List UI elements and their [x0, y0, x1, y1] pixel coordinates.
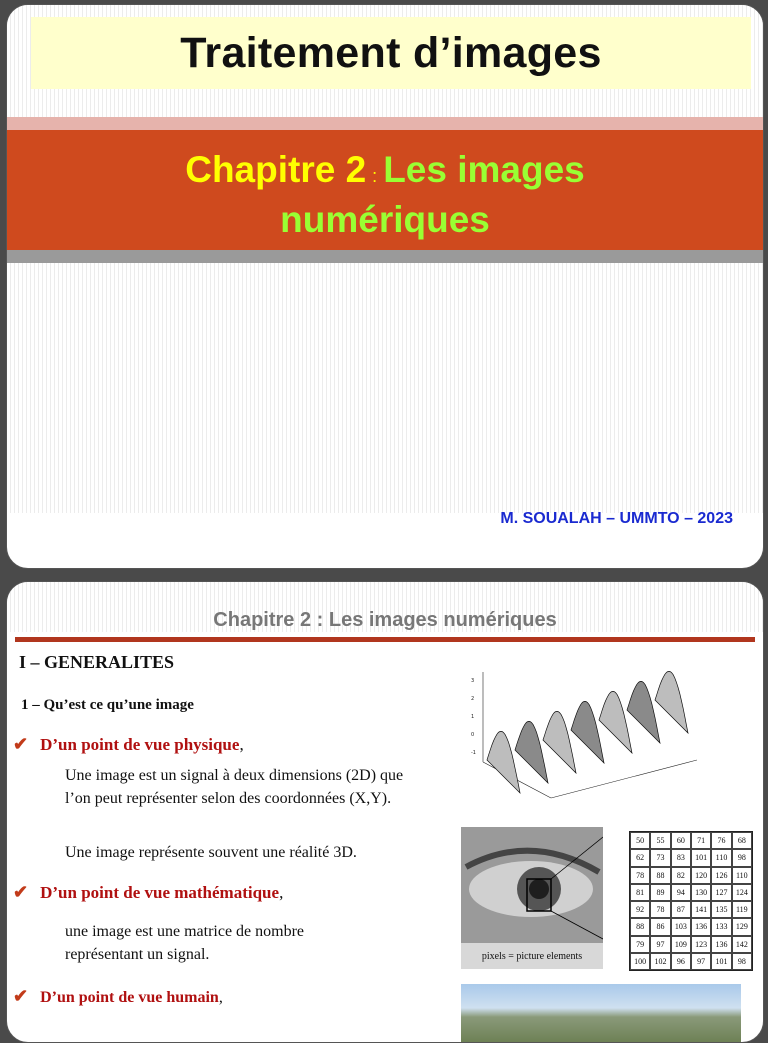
paragraph: une image est une matrice de nombre représentant un signal.: [65, 923, 305, 963]
svg-text:1: 1: [471, 714, 475, 720]
pixel-cell: 136: [691, 918, 711, 935]
pixel-cell: 81: [630, 884, 650, 901]
bullet-comma: ,: [218, 989, 223, 1006]
chapter-banner: [7, 130, 763, 250]
pixel-cell: 97: [691, 953, 711, 970]
pixel-cell: 141: [691, 901, 711, 918]
wave-ridge: [543, 711, 576, 773]
pixel-cell: 86: [650, 918, 670, 935]
pixel-cell: 103: [671, 918, 691, 935]
pixel-cell: 82: [671, 867, 691, 884]
pixel-cell: 83: [671, 849, 691, 866]
pixel-cell: 62: [630, 849, 650, 866]
paragraph: Une image est un signal à deux dimensions (2D) que l’on peut représenter selon des coordonnées (X,Y).: [65, 767, 404, 807]
wave-ridge: [627, 681, 660, 743]
wave-surface-figure: [461, 660, 697, 810]
wave-ridge: [571, 701, 604, 763]
wave-ridge: [655, 671, 688, 733]
title-slide: [6, 4, 764, 569]
svg-text:3: 3: [471, 678, 475, 684]
pixel-cell: 88: [650, 867, 670, 884]
bullet-label: D’un point de vue mathématique: [40, 883, 280, 902]
pixel-cell: 88: [630, 918, 650, 935]
pixel-cell: 127: [711, 884, 731, 901]
pixel-cell: 110: [711, 849, 731, 866]
chapter-line-1: [7, 148, 763, 198]
bullet-label: D’un point de vue physique: [40, 735, 240, 754]
wave-ridge: [515, 721, 548, 783]
bullet-comma: ,: [279, 883, 284, 902]
wave-ridge: [487, 731, 520, 793]
pixel-cell: 55: [650, 832, 670, 849]
pixel-cell: 76: [711, 832, 731, 849]
pixel-cell: 68: [732, 832, 752, 849]
pixel-cell: 136: [711, 936, 731, 953]
pixel-cell: 100: [630, 953, 650, 970]
pixel-caption: pixels = picture elements: [461, 943, 603, 969]
check-icon: ✔: [13, 882, 29, 902]
pixel-cell: 102: [650, 953, 670, 970]
pixel-cell: 94: [671, 884, 691, 901]
pixel-cell: 101: [711, 953, 731, 970]
pixel-cell: 123: [691, 936, 711, 953]
pixel-cell: 109: [671, 936, 691, 953]
pixel-cell: 110: [732, 867, 752, 884]
check-icon: ✔: [13, 734, 29, 754]
pixel-matrix: [629, 831, 753, 971]
pixel-cell: 98: [732, 953, 752, 970]
chapter-title-part1: Les images: [383, 149, 585, 190]
chapter-number: Chapitre 2: [185, 149, 367, 190]
pixel-cell: 97: [650, 936, 670, 953]
subsection-title: 1 – Qu’est ce qu’une image: [21, 697, 194, 713]
pixel-cell: 135: [711, 901, 731, 918]
author-line: M. SOUALAH – UMMTO – 2023: [500, 510, 733, 527]
pixel-cell: 142: [732, 936, 752, 953]
pixel-cell: 130: [691, 884, 711, 901]
pixel-cell: 98: [732, 849, 752, 866]
header-rule: [15, 637, 755, 642]
pixel-cell: 89: [650, 884, 670, 901]
slide-header: Chapitre 2 : Les images numériques: [213, 609, 557, 631]
landscape-photo: [461, 984, 741, 1043]
pixel-cell: 78: [630, 867, 650, 884]
pixel-cell: 120: [691, 867, 711, 884]
pixel-cell: 124: [732, 884, 752, 901]
pixel-cell: 73: [650, 849, 670, 866]
svg-text:0: 0: [471, 732, 475, 738]
bullet-label: D’un point de vue humain: [40, 989, 219, 1006]
content-slide: [6, 581, 764, 1043]
gray-band: [7, 250, 763, 263]
pixel-cell: 60: [671, 832, 691, 849]
title-box: [31, 17, 751, 89]
course-title: Traitement d’images: [180, 28, 602, 77]
check-icon: ✔: [13, 986, 29, 1006]
pixel-cell: 78: [650, 901, 670, 918]
chapter-title-part2: numériques: [280, 199, 490, 240]
pixel-cell: 92: [630, 901, 650, 918]
bullet-physical: [13, 734, 244, 755]
pixel-cell: 126: [711, 867, 731, 884]
pixel-cell: 129: [732, 918, 752, 935]
svg-text:2: 2: [471, 696, 475, 702]
pixel-cell: 87: [671, 901, 691, 918]
pixel-cell: 96: [671, 953, 691, 970]
stripe-background: [7, 263, 763, 513]
pink-band: [7, 117, 763, 130]
bullet-human: [13, 986, 223, 1007]
pixel-cell: 79: [630, 936, 650, 953]
bullet-comma: ,: [239, 735, 244, 754]
paragraph: Une image représente souvent une réalité 3D.: [65, 844, 357, 861]
bullet-mathematical: [13, 882, 283, 903]
eye-photo: [461, 827, 603, 943]
pixel-cell: 50: [630, 832, 650, 849]
section-title: I – GENERALITES: [19, 652, 175, 672]
svg-text:-1: -1: [471, 750, 476, 756]
pixel-cell: 119: [732, 901, 752, 918]
eye-pixel-figure: [461, 827, 751, 973]
chapter-colon: :: [372, 166, 378, 186]
wave-ridge: [599, 691, 632, 753]
pixel-cell: 71: [691, 832, 711, 849]
pixel-cell: 101: [691, 849, 711, 866]
pixel-cell: 133: [711, 918, 731, 935]
wave-ridges: [487, 671, 688, 793]
